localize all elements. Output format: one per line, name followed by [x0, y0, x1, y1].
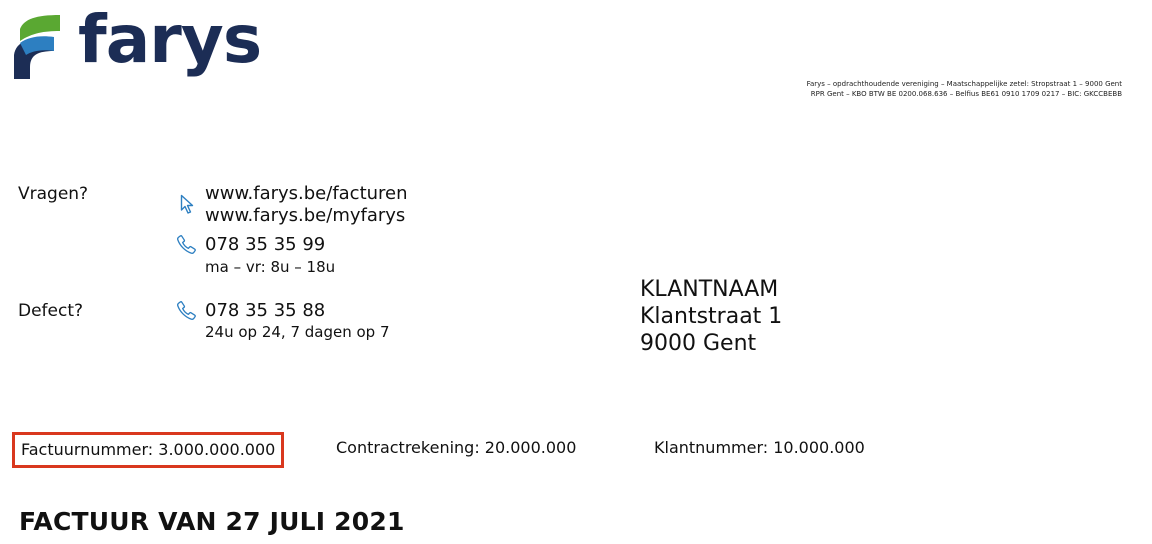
- invoice-number: Factuurnummer: 3.000.000.000: [21, 440, 276, 459]
- contract-account: Contractrekening: 20.000.000: [336, 438, 577, 457]
- logo-text: farys: [78, 1, 262, 78]
- phone-questions[interactable]: 078 35 35 99: [205, 234, 326, 255]
- link-facturen[interactable]: www.farys.be/facturen: [205, 183, 408, 204]
- customer-street: Klantstraat 1: [640, 304, 783, 329]
- link-myfarys[interactable]: www.farys.be/myfarys: [205, 205, 406, 226]
- cursor-icon: [180, 194, 194, 214]
- phone-icon: [176, 300, 197, 321]
- company-info: [807, 79, 1122, 99]
- customer-city: 9000 Gent: [640, 331, 757, 356]
- invoice-number-highlight: [12, 432, 284, 468]
- customer-name: KLANTNAAM: [640, 277, 779, 302]
- hours-questions: ma – vr: 8u – 18u: [205, 258, 336, 276]
- hours-defect: 24u op 24, 7 dagen op 7: [205, 323, 390, 341]
- customer-address: [640, 276, 782, 357]
- company-info-line-1: Farys – opdrachthoudende vereniging – Maatschappelijke zetel: Stropstraat 1 – 9000 Gent: [806, 80, 1122, 88]
- customer-number: Klantnummer: 10.000.000: [654, 438, 865, 457]
- questions-label: Vragen?: [18, 184, 89, 204]
- phone-defect[interactable]: 078 35 35 88: [205, 300, 326, 321]
- company-info-line-2: RPR Gent – KBO BTW BE 0200.068.636 – Belfius BE61 0910 1709 0217 – BIC: GKCCBEBB: [810, 90, 1122, 98]
- farys-logo: [14, 1, 262, 95]
- defect-label: Defect?: [18, 301, 84, 321]
- farys-logo-mark: [14, 15, 64, 81]
- phone-icon: [176, 234, 197, 255]
- invoice-title: FACTUUR VAN 27 JULI 2021: [19, 507, 405, 536]
